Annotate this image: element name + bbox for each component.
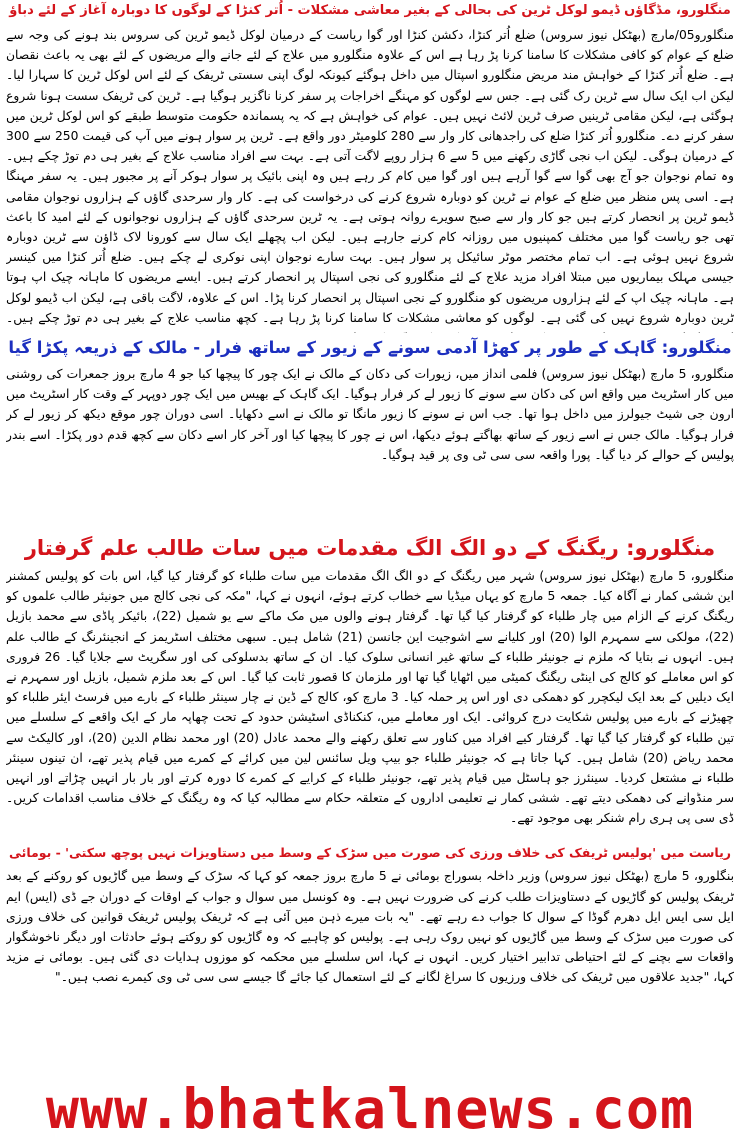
article-ragging bbox=[0, 526, 740, 838]
article-body: منگلورو05/مارچ (بھٹکل نیوز سروس) ضلع اُتر کنڑا، دکشن کنڑا اور گوا ریاست کے درمیان لوکل ڈیمو ٹرین کی سروس بند ہونے کی وجہ سے ضلع کے عوام کو کافی مشکلات کا سامنا کرنا پڑ رہا ہے اس کے علاوہ منگلورو میں علاج کے لئے جانے والے مریضوں کے لئے بھی یہ باعث نقصان ہے۔ ضلع اُتر کنڑا کے خواہش مند مریض منگلورو اسپتال میں داخل ہوگئے کیونکہ لوگ اپنی سستی ٹریفک کے لئے اس لوکل ٹرین کا سہارا لیا۔ لیکن اب ایک سال سے ٹرین رک گئی ہے۔ جس سے لوگوں کو مہنگے اخراجات پر سفر کرنا ناگزیر ہوگیا ہے۔ ٹرین کی ٹریفک سست ہونا شروع ہوگئی ہے، لیکن مقامی ٹرینیں صرف ٹرین لائٹ نہیں ہیں۔ عوام کی خواہش ہے کہ یہ پسماندہ حکومت متوسط طبقے کو اس لوکل ٹرین میں سفر کرنے دے۔ منگلورو اُتر کنڑا ضلع کی راجدھانی کار وار سے 280 کلومیٹر دور واقع ہے۔ ٹرین پر سوار ہونے میں آپ کی قیمت 250 سے 300 کے درمیان ہوگی۔ لیکن اب نجی گاڑی رکھنے میں 5 سے 6 ہزار روپے لاگت آتی ہے۔ بہت سے افراد مناسب علاج کے بغیر ہی دم توڑ چکے ہیں۔ وہ تمام نوجوان جو آج بھی گوا سے گوا آرہے ہیں اور گوا میں کام کر رہے ہیں وہ اپنی بائیک پر سوار ہوکر آنے پر مجبور ہیں۔ یہ سفر مہنگا ہے۔ اسی پس منظر میں ضلع کے عوام نے ٹرین کو دوبارہ شروع کرنے کی درخواست کی ہے۔ کار وار سرحدی گاؤں کے ہزاروں نوجوان مقامی ڈیمو ٹرین پر انحصار کرتے ہیں جو کار وار سے صبح سویرے روانہ ہوتی ہے۔ یہ ٹرین سرحدی گاؤں کے ہزاروں نوجوانوں کے لئے امید کا باعث تھی جو ریاست گوا میں مختلف کمپنیوں میں روزانہ کام کرنے جارہے ہیں۔ لیکن اب پچھلے ایک سال سے کورونا لاک ڈاؤن سے ٹرین دوبارہ شروع نہیں ہوئی ہے۔ اب تمام مختصر موٹر سائیکل پر سوار ہیں۔ بہت سارے نوجوان اپنی نوکری لے چکے ہیں۔ ضلع اُتر کنڑا میں کینسر جیسی مہلک بیماریوں میں مبتلا افراد مزید علاج کے لئے منگلورو کی نجی اسپتال پر انحصار کرتے ہیں۔ ایسے مریضوں کا ماہانہ چیک اپ ہوتا ہے۔ ماہانہ چیک اپ کے لئے ہزاروں مریضوں کو منگلورو کے نجی اسپتال پر انحصار کرنا پڑا۔ اس کے علاوہ، لاگت باقی ہے، لیکن اب ڈیمو لوکل ٹرین دوبارہ شروع نہیں کی گئی ہے۔ لوگوں کو معاشی مشکلات کا سامنا کرنا پڑ رہا ہے۔ کچھ مناسب علاج کے بغیر ہی دم توڑ چکے ہیں۔ bbox=[6, 27, 734, 325]
article-headline: ریاست میں 'پولیس ٹریفک کی خلاف ورزی کی صورت میں سڑک کے وسط میں دستاویزات نہیں پوچھ سکتی' - بومائی bbox=[8, 845, 732, 861]
article-body: منگلورو، 5 مارچ (بھٹکل نیوز سروس) فلمی انداز میں، زیورات کی دکان کے مالک نے ایک چور کا پیچھا کیا جو 4 مارچ بروز جمعرات کی روشنی میں کار اسٹریٹ میں واقع اس کی دکان سے سونے کا زیور لے کر فرار ہوگیا۔ ایک گاہک کے بھیس میں ایک چور دوپہر کے وقت کار اسٹریٹ میں ارون جی شیٹ جیولرز میں داخل ہوا تھا۔ جب اس نے سونے کا زیور مانگا تو مالک نے اسے دکھایا۔ اسی دوران چور موقع دیکھ کر زیور لے کر فرار ہوگیا۔ مالک جس نے اسے زیور کے ساتھ بھاگتے ہوئے دیکھا، اس نے چور کا پیچھا کیا اور آخر کار اسے دکان سے کچھ قدم دور پکڑا۔ اسے بندر پولیس کے حوالے کر دیا گیا۔ پورا واقعہ سی سی ٹی وی پر قید ہوگیا۔ bbox=[6, 366, 734, 462]
article-body: بنگلورو، 5 مارچ (بھٹکل نیوز سروس) وزیر داخلہ بسوراج بومائی نے 5 مارچ بروز جمعہ کو کہا کہ سڑک کے وسط میں گاڑیوں کو روکنے کے بعد ٹریفک پولیس کو گاڑیوں کے دستاویزات طلب کرنے کی ضرورت نہیں ہے۔ وہ کونسل میں سوال و جواب کے اوقات کے دوران جے ڈی (ایس) ایم ایل سی ایس ایل دھرم گوڈا کے سوال کا جواب دے رہے تھے۔ "یہ بات میرے ذہن میں آئی ہے کہ ٹریفک پولیس ٹریفک قوانین کی خلاف ورزی کی صورت میں سڑک کے وسط میں گاڑیوں کو نہیں روک رہی ہے۔ پولیس کو چاہیے کہ وہ گاڑیوں کو روکتے ہوئے حادثات اور دیگر ناخوشگوار واقعات سے بچنے کے لئے احتیاطی تدابیر اختیار کریں۔ انہوں نے کہا، اس سلسلے میں محکمہ کو موزوں ہدایات دی گئی ہیں۔ بومائی نے مزید کہا، "جدید علاقوں میں ٹریفک کی خلاف ورزیوں کا سراغ لگانے کے لئے استعمال کیا جائے گا جیسے سی سی ٹی وی کیمرے نصب ہیں۔" bbox=[6, 869, 734, 985]
article-traffic-police bbox=[0, 838, 740, 990]
article-train bbox=[0, 0, 740, 333]
article-body: منگلورو، 5 مارچ (بھٹکل نیوز سروس) شہر میں ریگنگ کے دو الگ الگ مقدمات میں سات طلباء کو گرفتار کیا گیا، اس بات کو پولیس کمشنر این ششی کمار نے آگاہ کیا۔ جمعہ 5 مارچ کو یہاں میڈیا سے خطاب کرتے ہوئے، انہوں نے کہا، "مکہ کی نجی کالج میں جونیئر طالب علموں کو ریگنگ کرنے کے الزام میں چار طلباء کو گرفتار کیا گیا تھا۔ گرفتار ہونے والوں میں مک ماکے سے یو شمیل (22)، بائیکر پاڈی سے محمد بازیل (22)، مولکی سے سمہرم الوا (20) اور کلیانے سے اشوجیت این جانسن (21) شامل ہیں۔ سبھی مختلف اسٹریمز کے انجینئرنگ کے طالب علم ہیں۔ انہوں نے بتایا کہ ملزم نے جونیئر طلباء کے ساتھ غیر انسانی سلوک کیا۔ ان کے ساتھ بدسلوکی کی اور سگریٹ سے جلایا گیا۔ 26 فروری کو اس معاملے کو کالج کی اینٹی ریگنگ کمیٹی میں اٹھایا گیا تھا اور ملزمان کا قصور ثابت کیا گیا۔ اس کے بعد ملزم شمیل، بازیل اور سمہرم نے ایک دیلیں کے بعد ایک لیکچرر کو دھمکی دی اور اس پر حملہ کیا۔ 3 مارچ کو، کالج کے ڈین نے چار سینئر طلباء کے بارے میں فرسٹ ایئر طلباء کو چھیڑنے کے بارے میں پولیس شکایت درج کروائی۔ ایک اور معاملے میں، کنکناڈی اسٹیشن حدود کے تحت چھاپہ مار کے ایک واقعے کے سلسلے میں تین طلباء کو گرفتار کیا گیا تھا۔ گرفتار کیے افراد میں کناور سے تعلق رکھنے والے محمد عادل (20) اور محمد نظام الدین (20)، اور کالیکٹ سے محمد ریاض (20) شامل ہیں۔ کہا جاتا ہے کہ جونیئر طلباء جو بیپ ویل سائنس لین میں کرائے کے کمرے میں قیام پذیر تھے، ان تینوں سینئر طلباء نے مشتعل کردیا۔ سینئرز جو ہاسٹل میں قیام پذیر تھے، جونیئر طلباء کے کرایے کے کمرے کا دورہ کرتے اور بار بار انہیں چڑاتے اور انہیں سر منڈوانے کی دھمکی دیتے تھے۔ ششی کمار نے تعلیمی اداروں کے متعلقہ حکام سے مطالبہ کیا کہ وہ ریگنگ کے خلاف مناسب اقدامات کریں۔ ڈی سی پی ہری رام شنکر بھی موجود تھے۔ bbox=[6, 569, 734, 826]
article-jewellery-theft bbox=[0, 333, 740, 526]
article-headline: منگلورو، مڈگاؤں ڈیمو لوکل ٹرین کی بحالی کے بغیر معاشی مشکلات - اُتر کنڑا کے لوگوں کا دوبارہ آغاز کے لئے دباؤ bbox=[9, 3, 731, 18]
article-headline: منگلورو: ریگنگ کے دو الگ الگ مقدمات میں سات طالب علم گرفتار bbox=[24, 535, 716, 560]
article-headline: منگلورو: گاہک کے طور پر کھڑا آدمی سونے کے زیور کے ساتھ فرار - مالک کے ذریعہ پکڑا گیا bbox=[8, 337, 732, 357]
site-url-footer[interactable]: www.bhatkalnews.com bbox=[45, 1077, 695, 1141]
